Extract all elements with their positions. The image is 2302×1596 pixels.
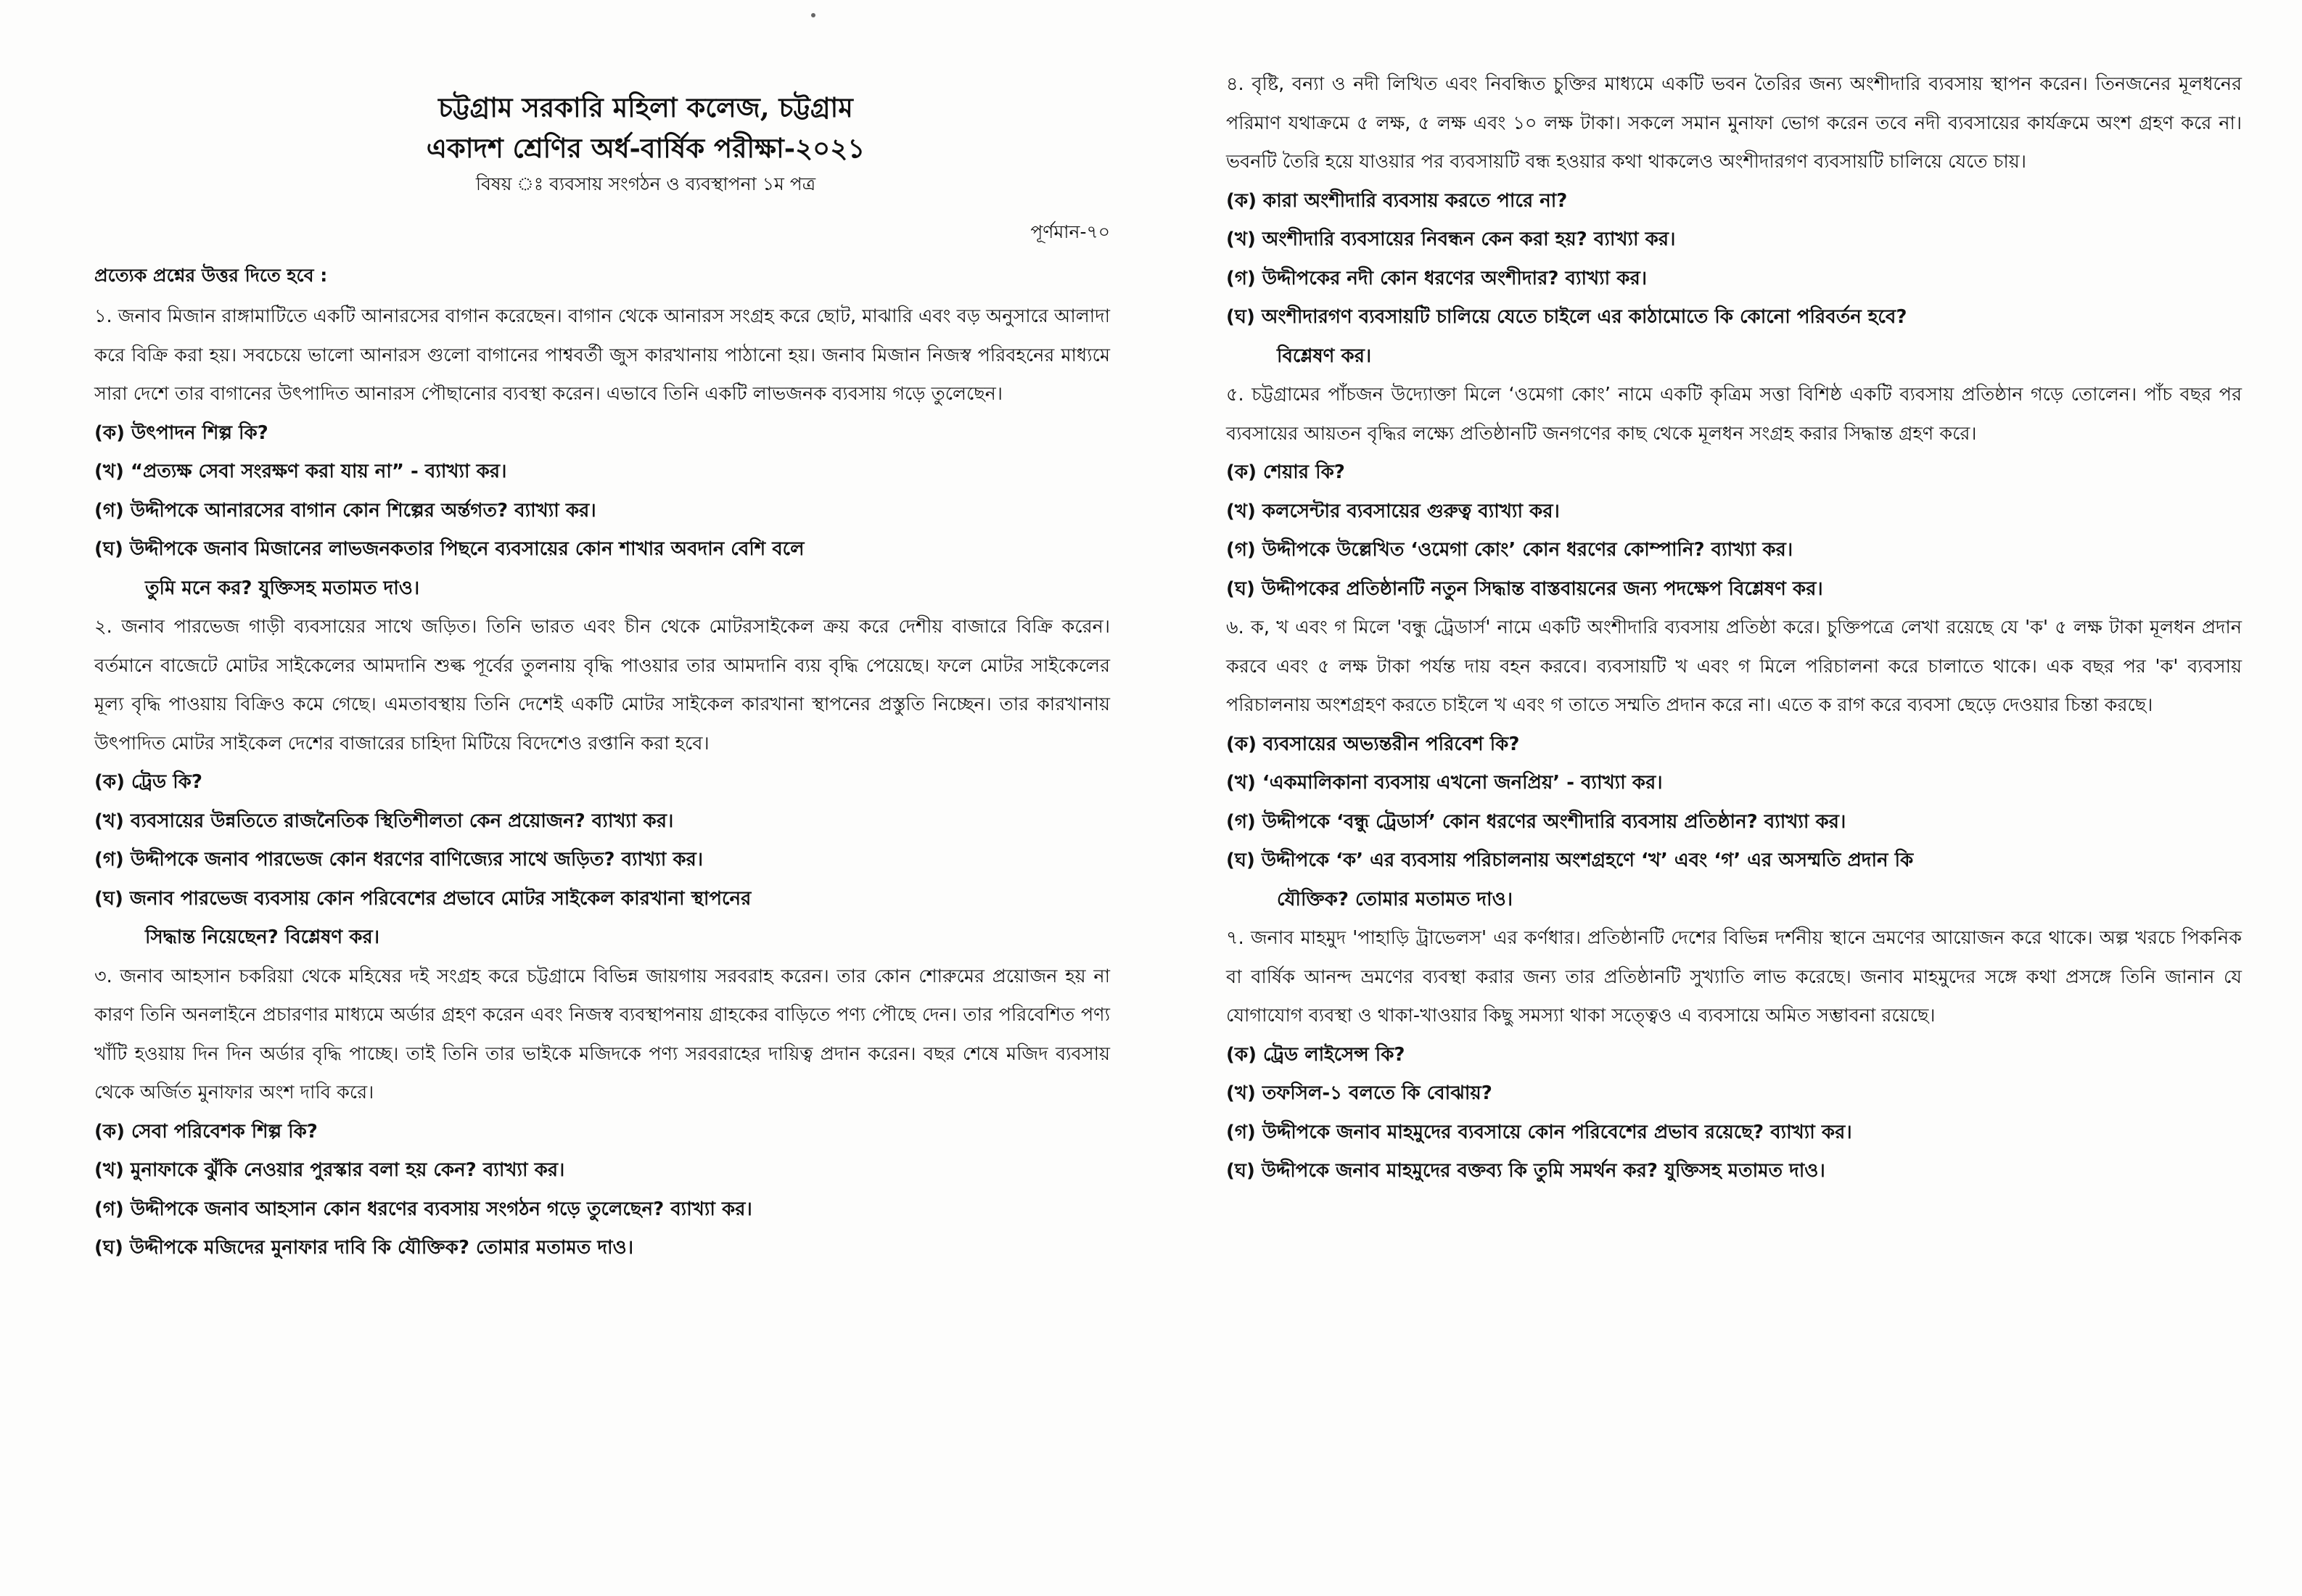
- sub-question-gha-cont: সিদ্ধান্ত নিয়েছেন? বিশ্লেষণ কর।: [145, 926, 379, 948]
- sub-question-ka: (ক) শেয়ার কি?: [1226, 461, 1345, 483]
- question-3: [94, 958, 1110, 1268]
- question-stem: ৩. জনাব আহসান চকরিয়া থেকে মহিষের দই সংগ্রহ করে চট্টগ্রামে বিভিন্ন জায়গায় সরবরাহ করেন। তার কোন শোরুমের প্রয়োজন হয় না কারণ তিনি অনলাইনে প্রচারণার মাধ্যমে অর্ডার গ্রহণ করেন এবং নিজস্ব ব্যবস্থাপনায় গ্রাহকের বাড়িতে পণ্য পৌছে দেন। তার পরিবেশিত পণ্য খাঁটি হওয়ায় দিন দিন অর্ডার বৃদ্ধি পাচ্ছে। তাই তিনি তার ভাইকে মজিদকে পণ্য সরবরাহের দায়িত্ব প্রদান করেন। বছর শেষে মজিদ ব্যবসায় থেকে অর্জিত মুনাফার অংশ দাবি করে।: [94, 965, 1110, 1103]
- sub-question-gha: [1226, 842, 2242, 919]
- exam-title: একাদশ শ্রেণির অর্ধ-বার্ষিক পরীক্ষা-২০২১: [426, 132, 866, 164]
- full-marks: পূর্ণমান-৭০: [1030, 221, 1110, 242]
- sub-question-kha: (খ) “প্রত্যক্ষ সেবা সংরক্ষণ করা যায় না” - ব্যাখ্যা কর।: [94, 461, 507, 482]
- sub-question-ka: (ক) সেবা পরিবেশক শিল্প কি?: [94, 1120, 318, 1143]
- sub-question-gha: (ঘ) উদ্দীপকের প্রতিষ্ঠানটি নতুন সিদ্ধান্ত বাস্তবায়নের জন্য পদক্ষেপ বিশ্লেষণ কর।: [1226, 577, 1823, 600]
- sub-question-gha-text: (ঘ) উদ্দীপকে জনাব মিজানের লাভজনকতার পিছনে ব্যবসায়ের কোন শাখার অবদান বেশি বলে: [94, 538, 805, 560]
- sub-question-gha-cont: বিশ্লেষণ কর।: [1277, 345, 1372, 367]
- sub-question-ga: (গ) উদ্দীপকে উল্লেখিত ‘ওমেগা কোং’ কোন ধরণের কোম্পানি? ব্যাখ্যা কর।: [1226, 539, 1793, 561]
- sub-question-kha: (খ) মুনাফাকে ঝুঁকি নেওয়ার পুরস্কার বলা হয় কেন? ব্যাখ্যা কর।: [94, 1159, 565, 1181]
- sub-question-kha: (খ) ব্যবসায়ের উন্নতিতে রাজনৈতিক স্থিতিশীলতা কেন প্রয়োজন? ব্যাখ্যা কর।: [94, 810, 674, 832]
- sub-question-ka: (ক) উৎপাদন শিল্প কি?: [94, 421, 268, 444]
- scan-speck: [811, 13, 815, 17]
- question-stem: ৪. বৃষ্টি, বন্যা ও নদী লিখিত এবং নিবন্ধিত চুক্তির মাধ্যমে একটি ভবন তৈরির জন্য অংশীদারি ব্যবসায় স্থাপন করেন। তিনজনের মূলধনের পরিমাণ যথাক্রমে ৫ লক্ষ, ৫ লক্ষ এবং ১০ লক্ষ টাকা। সকলে সমান মুনাফা ভোগ করেন তবে নদী ব্যবসায়ের কার্যক্রমে অংশ গ্রহণ করে না। ভবনটি তৈরি হয়ে যাওয়ার পর ব্যবসায়টি বন্ধ হওয়ার কথা থাকলেও অংশীদারগণ ব্যবসায়টি চালিয়ে যেতে চায়।: [1226, 73, 2242, 173]
- sub-question-ka: (ক) কারা অংশীদারি ব্যবসায় করতে পারে না?: [1226, 189, 1568, 212]
- sub-question-ga: (গ) উদ্দীপকে জনাব আহসান কোন ধরণের ব্যবসায় সংগঠন গড়ে তুলেছেন? ব্যাখ্যা কর।: [94, 1198, 752, 1220]
- instruction: প্রত্যেক প্রশ্নের উত্তর দিতে হবে :: [94, 265, 328, 286]
- sub-question-gha-text: (ঘ) উদ্দীপকে ‘ক’ এর ব্যবসায় পরিচালনায় অংশগ্রহণে ‘খ’ এবং ‘গ’ এর অসম্মতি প্রদান কি: [1226, 850, 1914, 871]
- question-stem: ১. জনাব মিজান রাঙ্গামাটিতে একটি আনারসের বাগান করেছেন। বাগান থেকে আনারস সংগ্রহ করে ছোট, মাঝারি এবং বড় অনুসারে আলাদা করে বিক্রি করা হয়। সবচেয়ে ভালো আনারস গুলো বাগানের পাশ্ববর্তী জুস কারখানায় পাঠানো হয়। জনাব মিজান নিজস্ব পরিবহনের মাধ্যমে সারা দেশে তার বাগানের উৎপাদিত আনারস পৌছানোর ব্যবস্থা করেন। এভাবে তিনি একটি লাভজনক ব্যবসায় গড়ে তুলেছেন।: [94, 305, 1110, 405]
- sub-question-gha: [94, 530, 1110, 608]
- sub-question-gha: [1226, 298, 2242, 376]
- sub-question-kha: (খ) তফসিল-১ বলতে কি বোঝায়?: [1226, 1082, 1492, 1104]
- sub-question-ga: (গ) উদ্দীপকে আনারসের বাগান কোন শিল্পের অর্ন্তগত? ব্যাখ্যা কর।: [94, 499, 596, 522]
- question-4: [1226, 65, 2242, 376]
- exam-header: [94, 87, 1110, 200]
- question-5: [1226, 376, 2242, 609]
- sub-question-ka: (ক) ট্রেড লাইসেন্স কি?: [1226, 1043, 1405, 1066]
- sub-question-ga: (গ) উদ্দীপকে জনাব মাহমুদের ব্যবসায়ে কোন পরিবেশের প্রভাব রয়েছে? ব্যাখ্যা কর।: [1226, 1121, 1852, 1143]
- question-stem: ৬. ক, খ এবং গ মিলে 'বন্ধু ট্রেডার্স' নামে একটি অংশীদারি ব্যবসায় প্রতিষ্ঠা করে। চুক্তিপত্রে লেখা রয়েছে যে 'ক' ৫ লক্ষ টাকা মূলধন প্রদান করবে এবং ৫ লক্ষ টাকা পর্যন্ত দায় বহন করবে। ব্যবসায়টি খ এবং গ মিলে পরিচালনা করে চালাতে থাকে। এক বছর পর 'ক' ব্যবসায় পরিচালনায় অংশগ্রহণ করতে চাইলে খ এবং গ তাতে সম্মতি প্রদান করে না। এতে ক রাগ করে ব্যবসা ছেড়ে দেওয়ার চিন্তা করছে।: [1226, 617, 2242, 716]
- sub-question-gha: (ঘ) উদ্দীপকে জনাব মাহমুদের বক্তব্য কি তুমি সমর্থন কর? যুক্তিসহ মতামত দাও।: [1226, 1160, 1825, 1182]
- sub-question-ka: (ক) ব্যবসায়ের অভ্যন্তরীন পরিবেশ কি?: [1226, 733, 1520, 755]
- left-questions: [94, 297, 1110, 1268]
- sub-question-gha-cont: যৌক্তিক? তোমার মতামত দাও।: [1277, 888, 1513, 910]
- question-2: [94, 608, 1110, 958]
- sub-question-ga: (গ) উদ্দীপকের নদী কোন ধরণের অংশীদার? ব্যাখ্যা কর।: [1226, 267, 1648, 289]
- right-questions: [1226, 65, 2242, 1191]
- sub-question-kha: (খ) ‘একমালিকানা ব্যবসায় এখনো জনপ্রিয়’ - ব্যাখ্যা কর।: [1226, 772, 1663, 794]
- sub-question-kha: (খ) কলসেন্টার ব্যবসায়ের গুরুত্ব ব্যাখ্যা কর।: [1226, 500, 1560, 522]
- sub-question-gha-text: (ঘ) অংশীদারগণ ব্যবসায়টি চালিয়ে যেতে চাইলে এর কাঠামোতে কি কোনো পরিবর্তন হবে?: [1226, 306, 1907, 328]
- sub-question-kha: (খ) অংশীদারি ব্যবসায়ের নিবন্ধন কেন করা হয়? ব্যাখ্যা কর।: [1226, 229, 1676, 250]
- question-6: [1226, 609, 2242, 919]
- question-1: [94, 297, 1110, 608]
- question-stem: ৫. চট্টগ্রামের পাঁচজন উদ্যোক্তা মিলে ‘ওমেগা কোং’ নামে একটি কৃত্রিম সত্তা বিশিষ্ঠ একটি ব্যবসায় প্রতিষ্ঠান গড়ে তোলেন। পাঁচ বছর পর ব্যবসায়ের আয়তন বৃদ্ধির লক্ষ্যে প্রতিষ্ঠানটি জনগণের কাছ থেকে মূলধন সংগ্রহ করার সিদ্ধান্ত গ্রহণ করে।: [1226, 384, 2242, 445]
- question-stem: ২. জনাব পারভেজ গাড়ী ব্যবসায়ের সাথে জড়িত। তিনি ভারত এবং চীন থেকে মোটরসাইকেল ক্রয় করে দেশীয় বাজারে বিক্রি করেন। বর্তমানে বাজেটে মোটর সাইকেলের আমদানি শুল্ক পূর্বের তুলনায় বৃদ্ধি পাওয়ার তার আমদানি ব্যয় বৃদ্ধি পেয়েছে। ফলে মোটর সাইকেলের মূল্য বৃদ্ধি পাওয়ায় বিক্রিও কমে গেছে। এমতাবস্থায় তিনি দেশেই একটি মোটর সাইকেল কারখানা স্থাপনের প্রস্তুতি নিচ্ছেন। তার কারখানায় উৎপাদিত মোটর সাইকেল দেশের বাজারের চাহিদা মিটিয়ে বিদেশেও রপ্তানি করা হবে।: [94, 616, 1110, 754]
- sub-question-ga: (গ) উদ্দীপকে জনাব পারভেজ কোন ধরণের বাণিজ্যের সাথে জড়িত? ব্যাখ্যা কর।: [94, 849, 704, 871]
- question-7: [1226, 919, 2242, 1191]
- sub-question-ga: (গ) উদ্দীপকে ‘বন্ধু ট্রেডার্স’ কোন ধরণের অংশীদারি ব্যবসায় প্রতিষ্ঠান? ব্যাখ্যা কর।: [1226, 810, 1846, 833]
- sub-question-gha: [94, 880, 1110, 958]
- sub-question-gha-cont: তুমি মনে কর? যুক্তিসহ মতামত দাও।: [145, 577, 420, 599]
- sub-question-gha-text: (ঘ) জনাব পারভেজ ব্যবসায় কোন পরিবেশের প্রভাবে মোটর সাইকেল কারখানা স্থাপনের: [94, 887, 752, 910]
- question-stem: ৭. জনাব মাহমুদ 'পাহাড়ি ট্রাভেলস' এর কর্ণধার। প্রতিষ্ঠানটি দেশের বিভিন্ন দর্শনীয় স্থানে ভ্রমণের আয়োজন করে থাকে। অল্প খরচে পিকনিক বা বার্ষিক আনন্দ ভ্রমণের ব্যবস্থা করার জন্য তার প্রতিষ্ঠানটি সুখ্যাতি লাভ করেছে। জনাব মাহমুদের সঙ্গে কথা প্রসঙ্গে তিনি জানান যে যোগাযোগ ব্যবস্থা ও থাকা-খাওয়ার কিছু সমস্যা থাকা সত্ত্বেও এ ব্যবসায়ে অমিত সম্ভাবনা রয়েছে।: [1226, 927, 2242, 1027]
- subject-line: বিষয় ঃ ব্যবসায় সংগঠন ও ব্যবস্থাপনা ১ম পত্র: [475, 173, 816, 194]
- sub-question-gha: (ঘ) উদ্দীপকে মজিদের মুনাফার দাবি কি যৌক্তিক? তোমার মতামত দাও।: [94, 1237, 633, 1259]
- sub-question-ka: (ক) ট্রেড কি?: [94, 771, 202, 793]
- college-name: চট্টগ্রাম সরকারি মহিলা কলেজ, চট্টগ্রাম: [438, 91, 853, 123]
